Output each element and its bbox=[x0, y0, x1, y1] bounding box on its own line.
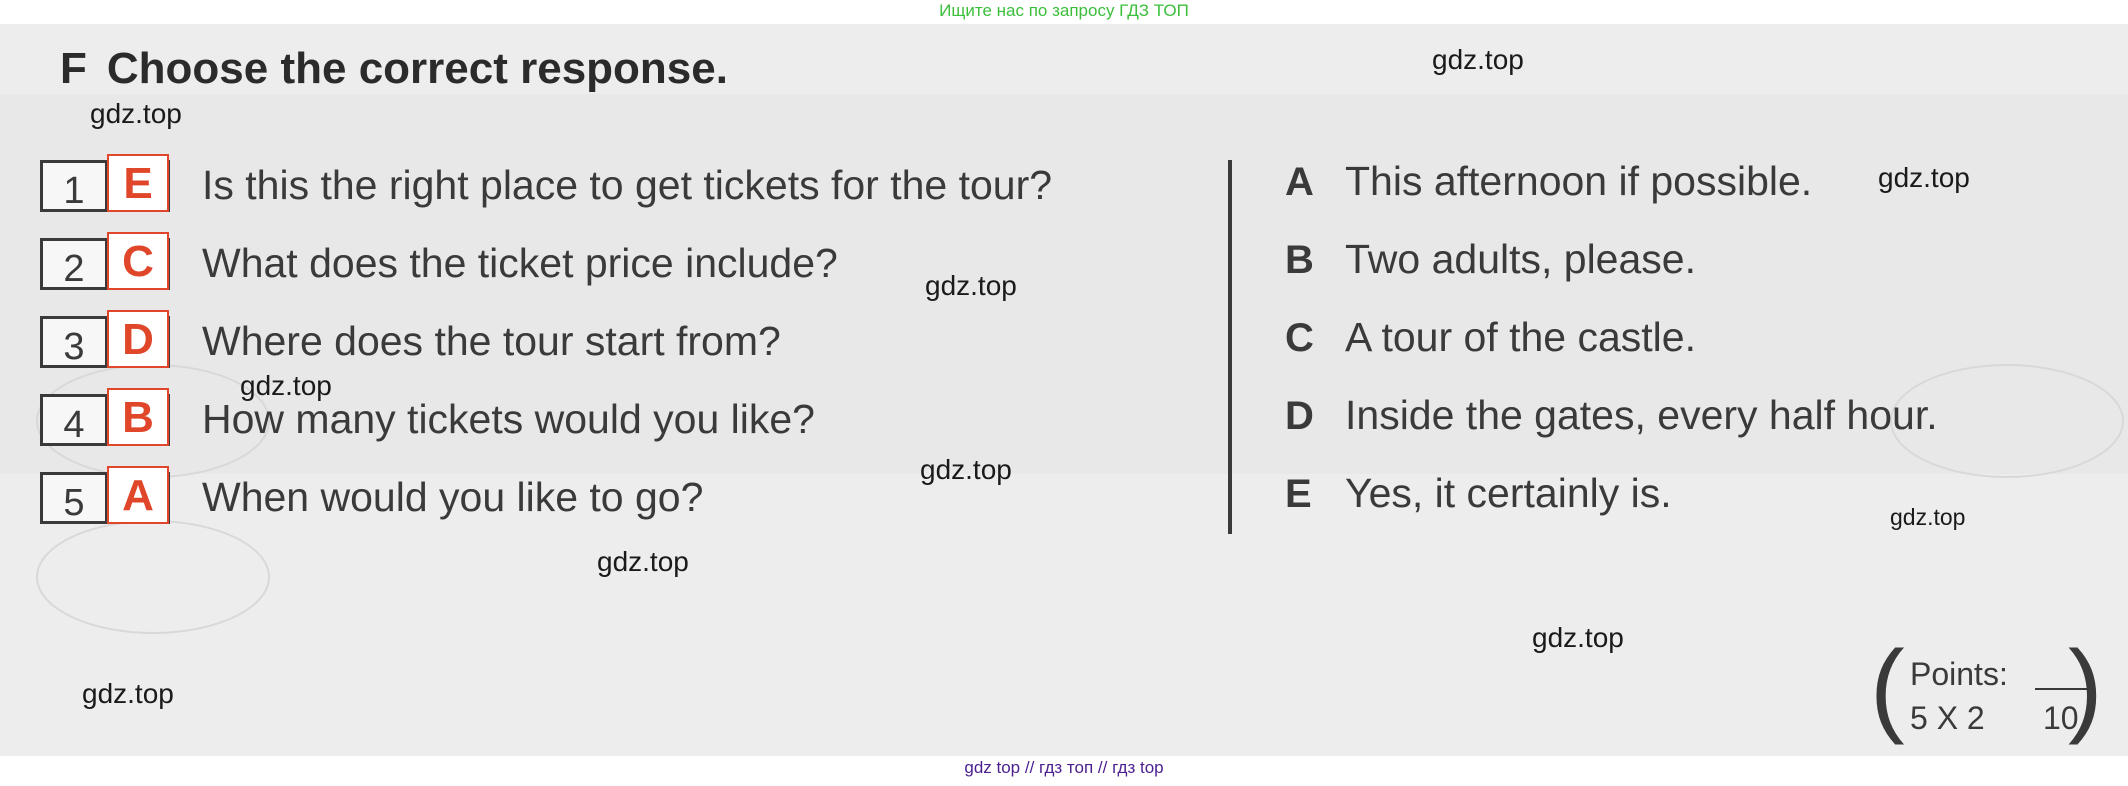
option-row bbox=[1285, 470, 1672, 526]
column-divider bbox=[1228, 160, 1232, 534]
exercise-heading bbox=[60, 44, 728, 94]
question-text: Is this the right place to get tickets for the tour? bbox=[202, 162, 1053, 208]
question-text: Where does the tour start from? bbox=[202, 318, 781, 364]
exercise-title: Choose the correct response. bbox=[106, 44, 728, 93]
option-letter: E bbox=[1285, 472, 1312, 516]
option-text: Two adults, please. bbox=[1345, 236, 1696, 282]
option-letter: D bbox=[1285, 394, 1314, 438]
right-bracket: ) bbox=[2068, 630, 2103, 746]
footer-separator: // bbox=[1024, 758, 1035, 777]
points-box bbox=[1870, 630, 2103, 746]
question-number: 5 bbox=[43, 475, 108, 521]
answer-input[interactable]: D bbox=[107, 310, 169, 368]
question-text: When would you like to go? bbox=[202, 474, 704, 520]
footer-link[interactable]: гдз топ bbox=[1039, 758, 1094, 777]
show-through-circle bbox=[36, 520, 270, 634]
exercise-letter: F bbox=[60, 44, 87, 93]
answer-input[interactable]: C bbox=[107, 232, 169, 290]
question-number: 1 bbox=[43, 163, 108, 209]
watermark: gdz.top bbox=[925, 270, 1017, 301]
question-number: 3 bbox=[43, 319, 108, 365]
question-text: How many tickets would you like? bbox=[202, 396, 815, 442]
question-number: 4 bbox=[43, 397, 108, 443]
option-row bbox=[1285, 392, 1938, 448]
watermark: gdz.top bbox=[1532, 622, 1624, 653]
points-total: 10 bbox=[2043, 700, 2079, 736]
option-row bbox=[1285, 314, 1696, 370]
option-row bbox=[1285, 236, 1696, 292]
watermark: gdz.top bbox=[920, 454, 1012, 485]
watermark: gdz.top bbox=[82, 678, 174, 709]
option-text: Inside the gates, every half hour. bbox=[1345, 392, 1938, 438]
left-bracket: ( bbox=[1870, 630, 1905, 746]
option-text: This afternoon if possible. bbox=[1345, 158, 1813, 204]
points-label: Points: bbox=[1910, 656, 2008, 692]
watermark: gdz.top bbox=[1432, 44, 1524, 75]
answer-input[interactable]: A bbox=[107, 466, 169, 524]
option-text: A tour of the castle. bbox=[1345, 314, 1696, 360]
option-text: Yes, it certainly is. bbox=[1345, 470, 1672, 516]
option-letter: A bbox=[1285, 160, 1314, 204]
watermark: gdz.top bbox=[597, 546, 689, 577]
watermark: gdz.top bbox=[240, 370, 332, 401]
worksheet-page bbox=[0, 24, 2128, 756]
footer-link[interactable]: гдз top bbox=[1112, 758, 1164, 777]
option-row bbox=[1285, 158, 1812, 214]
answer-input[interactable]: B bbox=[107, 388, 169, 446]
watermark: gdz.top bbox=[1878, 162, 1970, 193]
option-letter: B bbox=[1285, 238, 1314, 282]
question-number: 2 bbox=[43, 241, 108, 287]
points-formula: 5 X 2 bbox=[1910, 700, 1985, 736]
footer-link[interactable]: gdz top bbox=[964, 758, 1021, 777]
top-banner[interactable]: Ищите нас по запросу ГДЗ ТОП bbox=[939, 1, 1189, 20]
footer-separator: // bbox=[1097, 758, 1108, 777]
question-text: What does the ticket price include? bbox=[202, 240, 838, 286]
watermark: gdz.top bbox=[1890, 504, 1966, 530]
footer-links bbox=[0, 758, 2128, 778]
answer-input[interactable]: E bbox=[107, 154, 169, 212]
option-letter: C bbox=[1285, 316, 1314, 360]
watermark: gdz.top bbox=[90, 98, 182, 129]
